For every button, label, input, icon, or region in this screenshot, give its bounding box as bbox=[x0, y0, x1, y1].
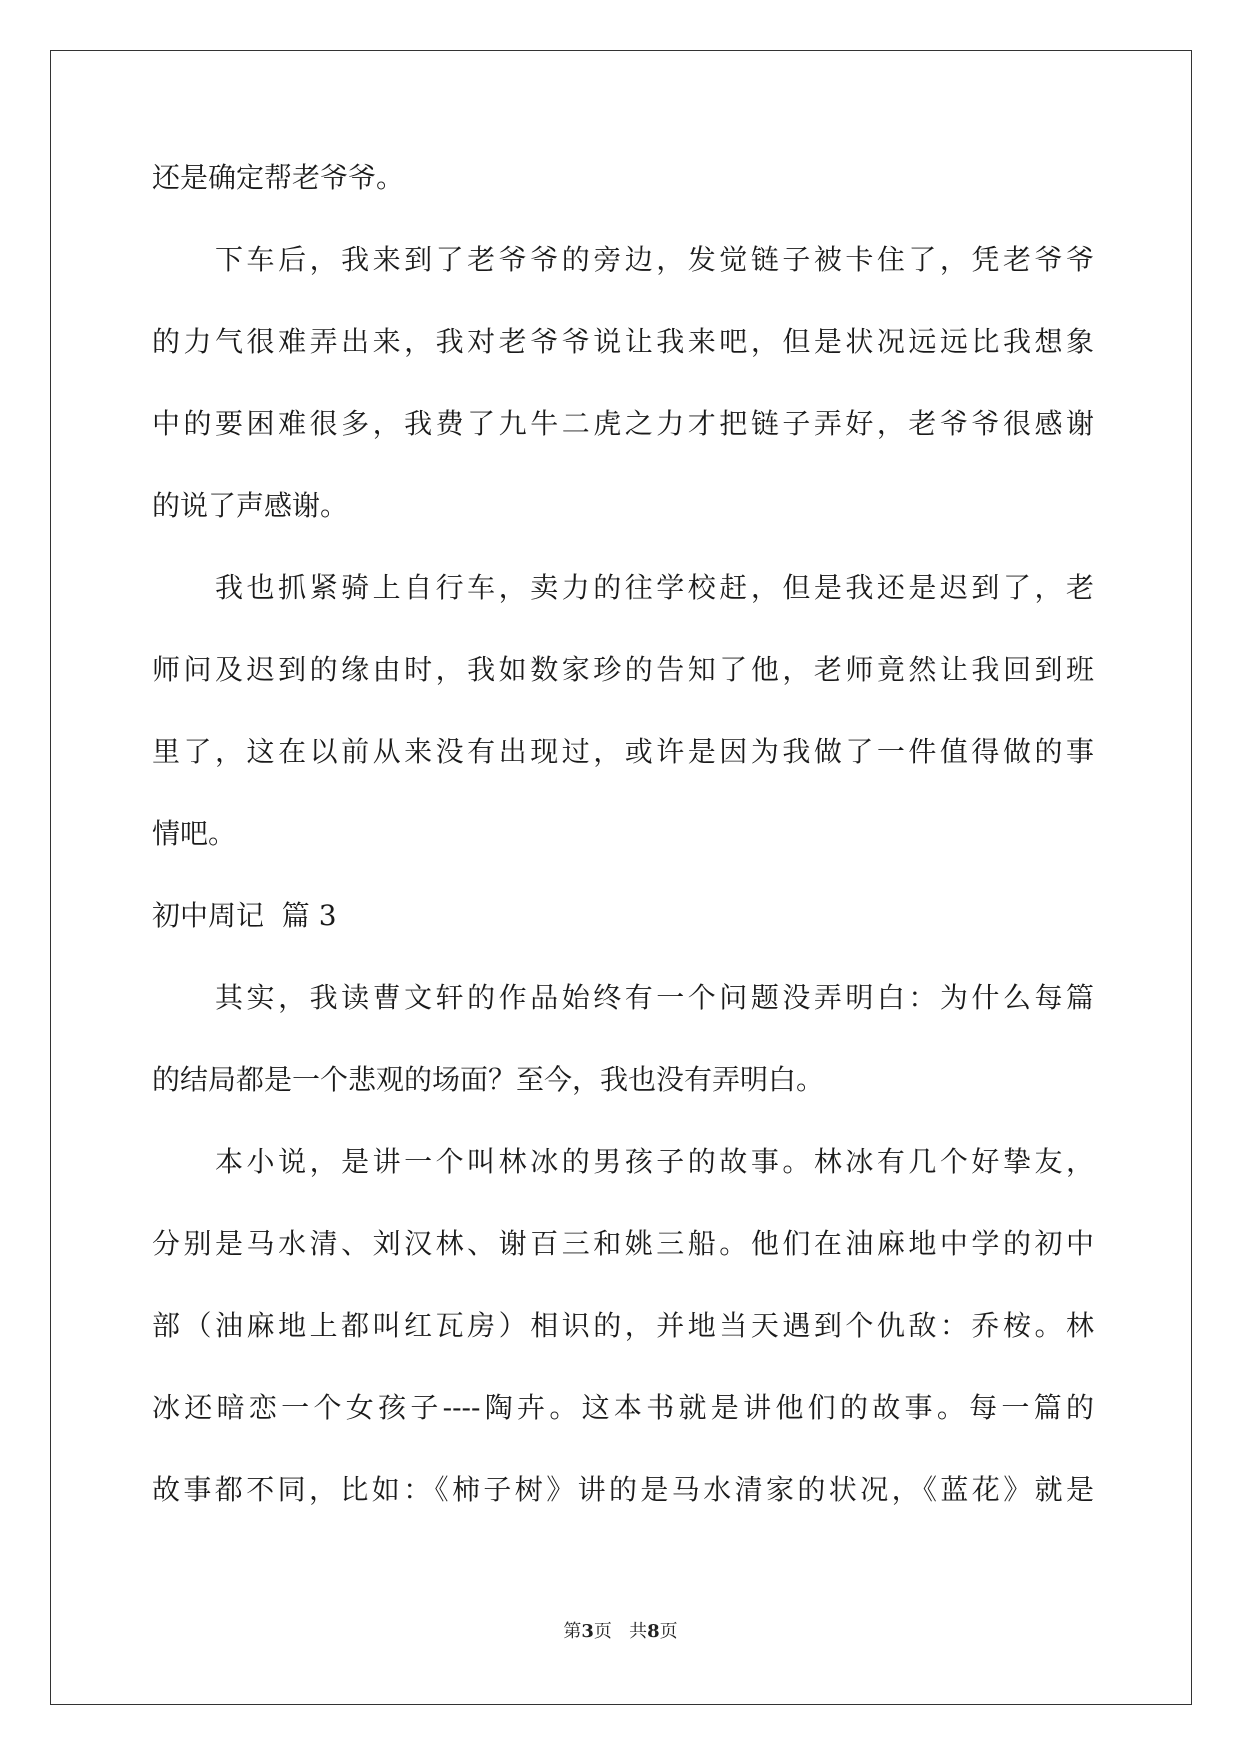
total-page-number: 8 bbox=[647, 1621, 660, 1642]
page-border bbox=[50, 50, 1192, 1705]
text-line: 下车后，我来到了老爷爷的旁边，发觉链子被卡住了，凭老爷爷 bbox=[152, 243, 1094, 276]
text-line: 师问及迟到的缘由时，我如数家珍的告知了他，老师竟然让我回到班 bbox=[152, 653, 1094, 686]
text-line: 的力气很难弄出来，我对老爷爷说让我来吧，但是状况远远比我想象 bbox=[152, 325, 1094, 358]
text-line: 部（油麻地上都叫红瓦房）相识的，并地当天遇到个仇敌：乔桉。林 bbox=[152, 1309, 1094, 1342]
text-line: 故事都不同，比如：《柿子树》讲的是马水清家的状况，《蓝花》就是 bbox=[152, 1473, 1094, 1506]
text-line: 分别是马水清、刘汉林、谢百三和姚三船。他们在油麻地中学的初中 bbox=[152, 1227, 1094, 1260]
text-line: 的结局都是一个悲观的场面？至今，我也没有弄明白。 bbox=[152, 1063, 825, 1096]
footer-suffix: 页 bbox=[659, 1621, 678, 1642]
footer-prefix: 第 bbox=[563, 1621, 582, 1642]
text-line: 的说了声感谢。 bbox=[152, 489, 349, 522]
current-page-number: 3 bbox=[581, 1621, 594, 1642]
text-line: 本小说，是讲一个叫林冰的男孩子的故事。林冰有几个好挚友， bbox=[152, 1145, 1094, 1178]
text-line: 中的要困难很多，我费了九牛二虎之力才把链子弄好，老爷爷很感谢 bbox=[152, 407, 1094, 440]
section-heading: 初中周记 篇 3 bbox=[152, 899, 337, 932]
text-line: 我也抓紧骑上自行车，卖力的往学校赶，但是我还是迟到了，老 bbox=[152, 571, 1094, 604]
text-line: 其实，我读曹文轩的作品始终有一个问题没弄明白：为什么每篇 bbox=[152, 981, 1094, 1014]
text-line: 冰还暗恋一个女孩子----陶卉。这本书就是讲他们的故事。每一篇的 bbox=[152, 1391, 1094, 1424]
text-line: 还是确定帮老爷爷。 bbox=[152, 161, 405, 194]
text-line: 里了，这在以前从来没有出现过，或许是因为我做了一件值得做的事 bbox=[152, 735, 1094, 768]
page-footer bbox=[0, 1620, 1241, 1644]
text-line: 情吧。 bbox=[152, 817, 237, 850]
footer-middle: 页 共 bbox=[593, 1621, 648, 1642]
